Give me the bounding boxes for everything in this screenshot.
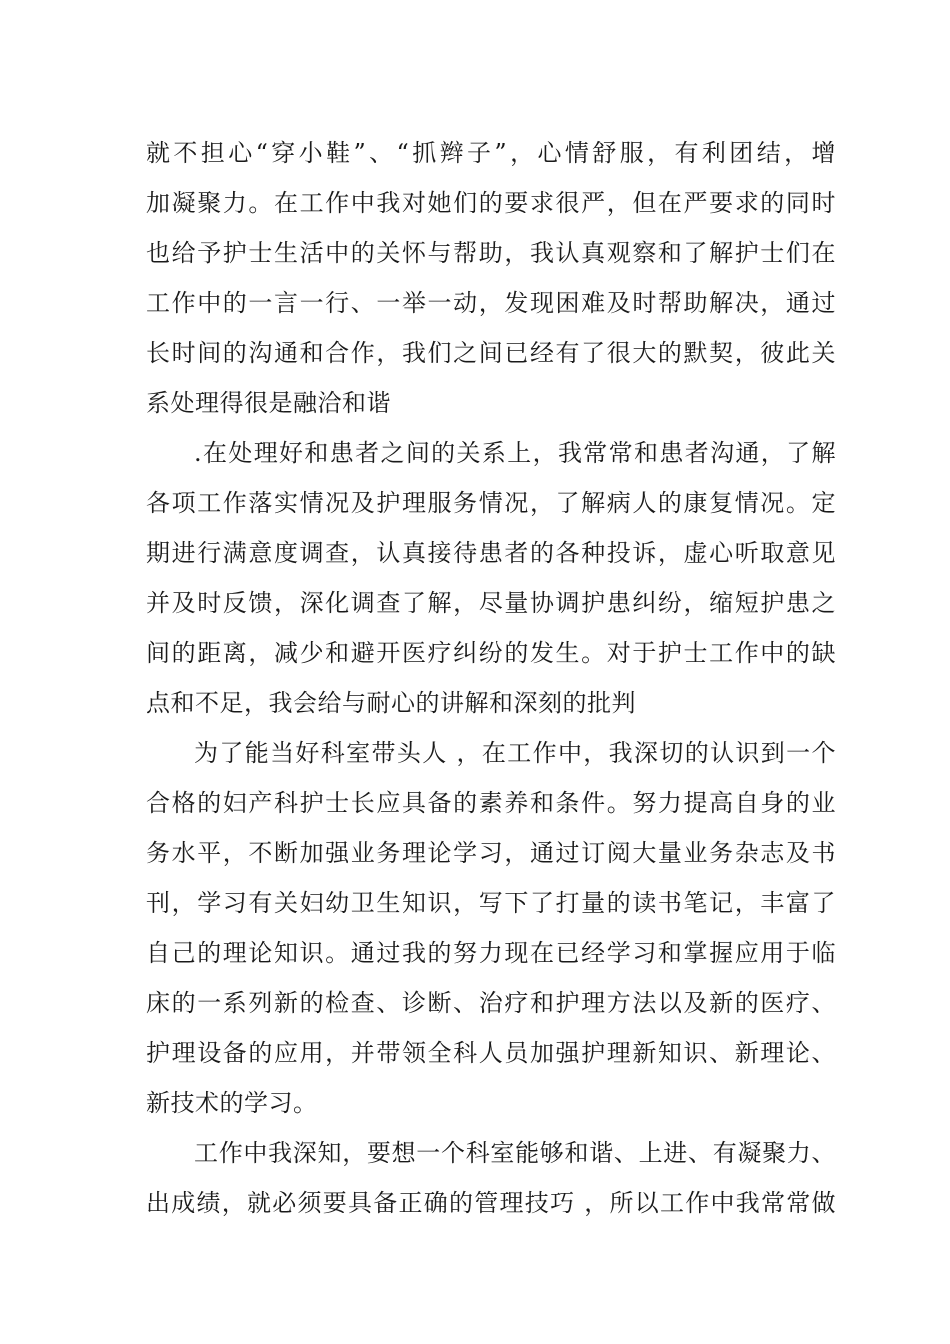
text-line: 新技术的学习。 <box>146 1089 318 1117</box>
text-line: 点和不足，我会给与耐心的讲解和深刻的批判 <box>146 689 636 717</box>
text-line: 也给予护士生活中的关怀与帮助，我认真观察和了解护士们在 <box>146 239 836 267</box>
body-text <box>146 128 836 1228</box>
text-line: 出成绩，就必须要具备正确的管理技巧 ，所以工作中我常常做 <box>146 1189 836 1217</box>
text-line: 护理设备的应用，并带领全科人员加强护理新知识、新理论、 <box>146 1039 836 1067</box>
text-line: 加凝聚力。在工作中我对她们的要求很严，但在严要求的同时 <box>146 189 836 217</box>
text-line: 刊，学习有关妇幼卫生知识，写下了打量的读书笔记，丰富了 <box>146 889 836 917</box>
text-line: 为了能当好科室带头人 ，在工作中，我深切的认识到一个 <box>194 739 836 767</box>
text-line: 期进行满意度调查，认真接待患者的各种投诉，虚心听取意见 <box>146 539 836 567</box>
text-line: 并及时反馈，深化调查了解，尽量协调护患纠纷，缩短护患之 <box>146 589 836 617</box>
text-line: 务水平，不断加强业务理论学习，通过订阅大量业务杂志及书 <box>146 839 836 867</box>
text-line: 各项工作落实情况及护理服务情况，了解病人的康复情况。定 <box>146 489 836 517</box>
text-line: 合格的妇产科护士长应具备的素养和条件。努力提高自身的业 <box>146 789 836 817</box>
text-line: 床的一系列新的检查、诊断、治疗和护理方法以及新的医疗、 <box>146 989 836 1017</box>
text-line: 就不担心“穿小鞋”、“抓辫子”，心情舒服，有利团结，增 <box>146 139 836 167</box>
text-line: 自己的理论知识。通过我的努力现在已经学习和掌握应用于临 <box>146 939 836 967</box>
text-line: 工作中我深知，要想一个科室能够和谐、上进、有凝聚力、 <box>194 1139 836 1167</box>
text-line: 工作中的一言一行、一举一动，发现困难及时帮助解决，通过 <box>146 289 836 317</box>
text-line: 长时间的沟通和合作，我们之间已经有了很大的默契，彼此关 <box>146 339 836 367</box>
text-line: .在处理好和患者之间的关系上，我常常和患者沟通，了解 <box>194 439 836 467</box>
text-line: 系处理得很是融洽和谐 <box>146 389 391 417</box>
text-line: 间的距离，减少和避开医疗纠纷的发生。对于护士工作中的缺 <box>146 639 836 667</box>
